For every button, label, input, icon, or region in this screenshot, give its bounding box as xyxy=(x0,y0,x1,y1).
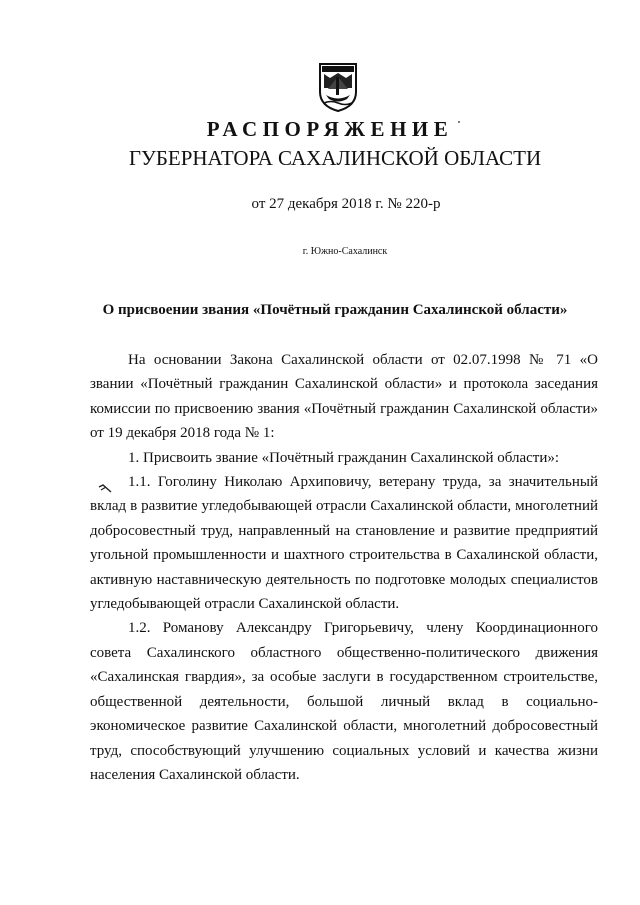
clause-1-1: 1.1. Гоголину Николаю Архиповичу, ветерану труда, за значительный вклад в развитие угледобывающей отрасли Сахалинской области, многолетний добросовестный труд, направленный на становление и развитие предприятий угольной промышленности и шахтного строительства в Сахалинской области, активную наставническую деятельность по подготовке молодых специалистов угледобывающей отрасли Сахалинской области. xyxy=(90,474,598,613)
handwritten-tick-mark xyxy=(98,484,112,494)
document-city: г. Южно-Сахалинск xyxy=(302,246,388,257)
document-type-title: РАСПОРЯЖЕНИЕ xyxy=(206,117,454,141)
document-date-number: от 27 декабря 2018 г. № 220-р xyxy=(251,196,441,212)
scan-speck xyxy=(458,121,460,123)
document-subject: О присвоении звания «Почётный гражданин Сахалинской области» xyxy=(102,302,568,318)
clause-1-2: 1.2. Романову Александру Григорьевичу, члену Координационного совета Сахалинского областного общественно-политического движения «Сахалинская гвардия», за особые заслуги в государственном строительстве, общественной деятельности, большой личный вклад в социально-экономическое развитие Сахалинской области, многолетний добросовестный труд, способствующий улучшению социальных условий и качества жизни населения Сахалинской области. xyxy=(90,620,598,783)
preamble-paragraph: На основании Закона Сахалинской области от 02.07.1998 № 71 «О звании «Почётный гражданин Сахалинской области» и протокола заседания комиссии по присвоению звания «Почётный гражданин Сахалинской области» от 19 декабря 2018 года № 1: xyxy=(90,352,598,442)
document-body xyxy=(90,348,598,787)
coat-of-arms-icon xyxy=(318,62,358,112)
issuer-title: ГУБЕРНАТОРА САХАЛИНСКОЙ ОБЛАСТИ xyxy=(128,146,542,170)
clause-1: 1. Присвоить звание «Почётный гражданин Сахалинской области»: xyxy=(128,449,560,466)
